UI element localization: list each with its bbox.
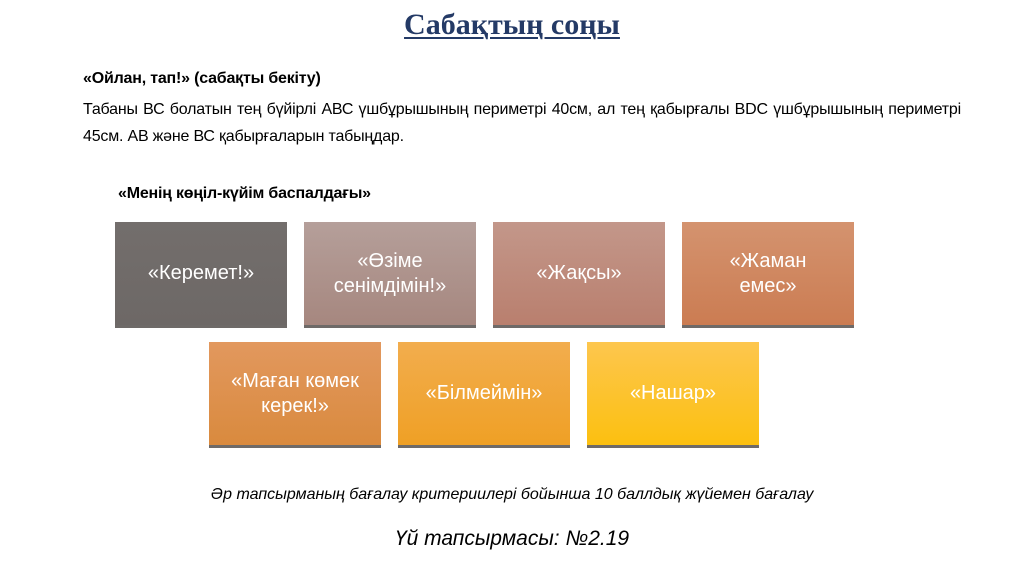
mood-box-label: «Жаман емес»: [729, 249, 807, 297]
mood-box[interactable]: [115, 222, 287, 328]
mood-box-label: «Өзіме сенімдімін!»: [333, 249, 447, 297]
mood-heading: «Менің көңіл-күйім баспалдағы»: [118, 185, 371, 202]
mood-box-label: «Білмеймін»: [425, 382, 543, 404]
mood-box[interactable]: [493, 222, 665, 328]
mood-box[interactable]: [587, 342, 759, 448]
mood-box[interactable]: [682, 222, 854, 328]
mood-box[interactable]: [304, 222, 476, 328]
task-heading: «Ойлан, тап!» (сабақты бекіту): [83, 70, 321, 87]
homework: Үй тапсырмасы: №2.19: [394, 527, 630, 550]
mood-box[interactable]: [209, 342, 381, 448]
mood-box-label: «Нашар»: [629, 382, 717, 404]
grading-note: Әр тапсырманың бағалау критериилері бойынша 10 баллдық жүйемен бағалау: [210, 486, 814, 503]
slide-title-text: Сабақтың соңы: [404, 8, 620, 41]
mood-box-label: «Маған көмек керек!»: [231, 369, 359, 417]
mood-box[interactable]: [398, 342, 570, 448]
mood-box-label: «Жақсы»: [536, 262, 622, 284]
slide-title: [0, 8, 1024, 42]
task-text: Табаны ВС болатын тең бүйірлі АВС үшбұрышының периметрі 40см, ал тең қабырғалы BDC үшбұрышының периметрі 45см. АВ және ВС қабырғаларын табыңдар.: [83, 101, 961, 145]
mood-box-label: «Керемет!»: [147, 262, 255, 284]
